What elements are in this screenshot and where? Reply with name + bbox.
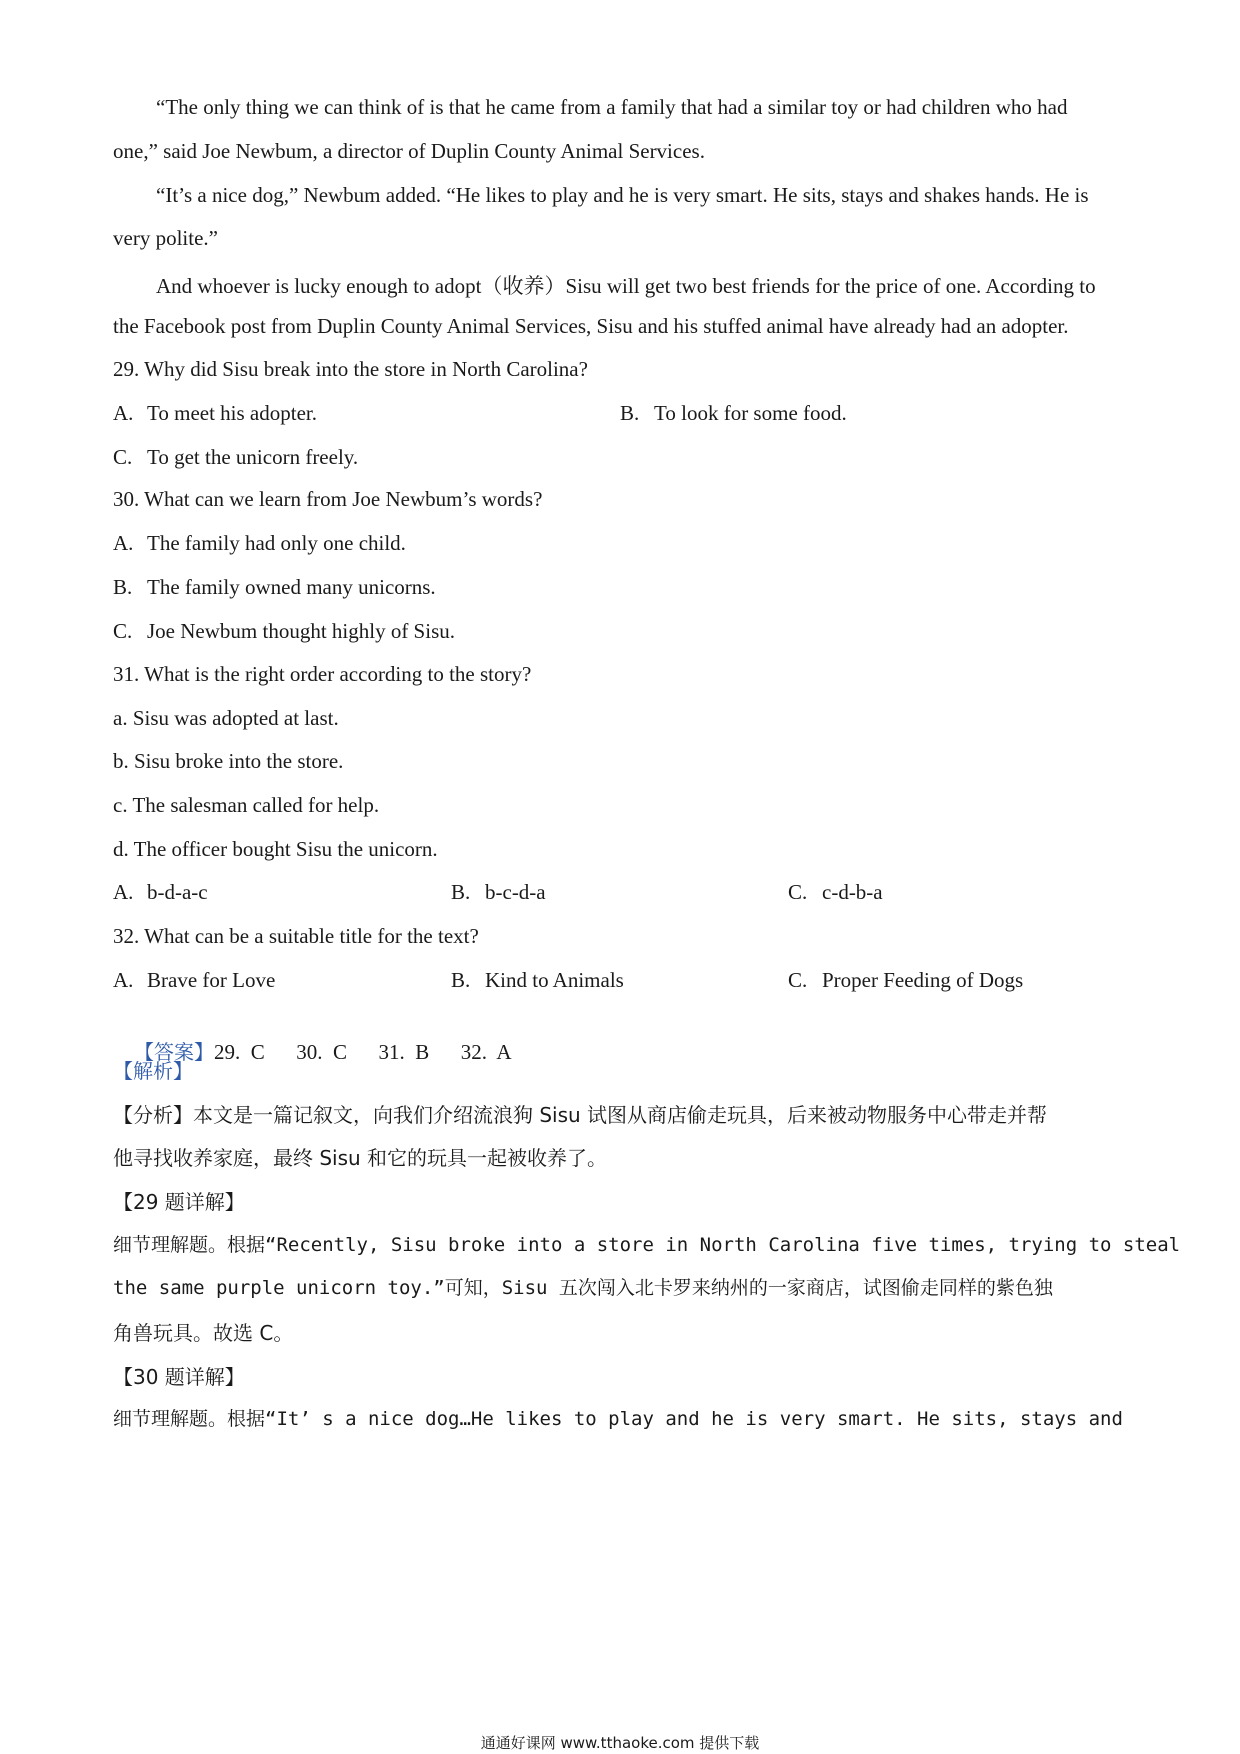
- question-30-option-b: B. The family owned many unicorns.: [113, 575, 436, 599]
- question-29-option-a: A. To meet his adopter.: [113, 401, 317, 425]
- question-31-option-b: B. b-c-d-a: [451, 880, 546, 904]
- passage-p2-line1: “It’s a nice dog,” Newbum added. “He likes to play and he is very smart. He sits, stays and shakes hands. He is: [156, 183, 1089, 207]
- question-31-event-d: d. The officer bought Sisu the unicorn.: [113, 837, 438, 861]
- question-30-option-c: C. Joe Newbum thought highly of Sisu.: [113, 619, 455, 643]
- question-32-option-c: C. Proper Feeding of Dogs: [788, 968, 1024, 992]
- question-31-event-a: a. Sisu was adopted at last.: [113, 706, 339, 730]
- passage-p1-line1: “The only thing we can think of is that he came from a family that had a similar toy or had children who had: [156, 95, 1068, 119]
- question-29-option-c: C. To get the unicorn freely.: [113, 445, 359, 469]
- question-31-event-c: c. The salesman called for help.: [113, 793, 380, 817]
- q29-detail-line3: 角兽玩具。故选 C。: [113, 1321, 294, 1345]
- question-29-option-b: B. To look for some food.: [620, 401, 847, 425]
- question-31-stem: 31. What is the right order according to the story?: [113, 662, 532, 686]
- answer-label: 【答案】: [134, 1040, 214, 1064]
- question-31-option-c: C. c-d-b-a: [788, 880, 883, 904]
- q30-detail-title: 【30 题详解】: [113, 1365, 245, 1389]
- question-32-option-b: B. Kind to Animals: [451, 968, 624, 992]
- q29-detail-line2: the same purple unicorn toy.”可知，Sisu 五次闯入北卡罗来纳州的一家商店，试图偷走同样的紫色独: [113, 1277, 1053, 1299]
- passage-p1-line2: one,” said Joe Newbum, a director of Duplin County Animal Services.: [113, 139, 705, 163]
- analysis-summary-line1: 【分析】本文是一篇记叙文，向我们介绍流浪狗 Sisu 试图从商店偷走玩具，后来被动物服务中心带走并帮: [113, 1103, 1048, 1127]
- passage-p2-line2: very polite.”: [113, 226, 218, 250]
- page-footer: 通通好课网 www.tthaoke.com 提供下载: [480, 1734, 760, 1752]
- answer-value: 29. C 30. C 31. B 32. A: [214, 1040, 512, 1064]
- passage-p3-line1: And whoever is lucky enough to adopt（收养）Sisu will get two best friends for the price of one. According to: [156, 274, 1096, 298]
- question-31-option-a: A. b-d-a-c: [113, 880, 208, 904]
- question-32-option-a: A. Brave for Love: [113, 968, 276, 992]
- question-32-stem: 32. What can be a suitable title for the text?: [113, 924, 479, 948]
- q29-detail-title: 【29 题详解】: [113, 1190, 245, 1214]
- analysis-summary-line2: 他寻找收养家庭，最终 Sisu 和它的玩具一起被收养了。: [113, 1146, 608, 1170]
- question-31-event-b: b. Sisu broke into the store.: [113, 749, 344, 773]
- q29-detail-line1: 细节理解题。根据“Recently, Sisu broke into a store in North Carolina five times, trying to steal: [113, 1234, 1181, 1256]
- passage-p3-line2: the Facebook post from Duplin County Animal Services, Sisu and his stuffed animal have already had an adopter.: [113, 314, 1069, 338]
- question-30-option-a: A. The family had only one child.: [113, 531, 406, 555]
- analysis-label: 【解析】: [113, 1059, 193, 1083]
- question-30-stem: 30. What can we learn from Joe Newbum’s words?: [113, 487, 543, 511]
- q30-detail-line1: 细节理解题。根据“It’ s a nice dog…He likes to play and he is very smart. He sits, stays and: [113, 1408, 1123, 1430]
- question-29-stem: 29. Why did Sisu break into the store in North Carolina?: [113, 357, 588, 381]
